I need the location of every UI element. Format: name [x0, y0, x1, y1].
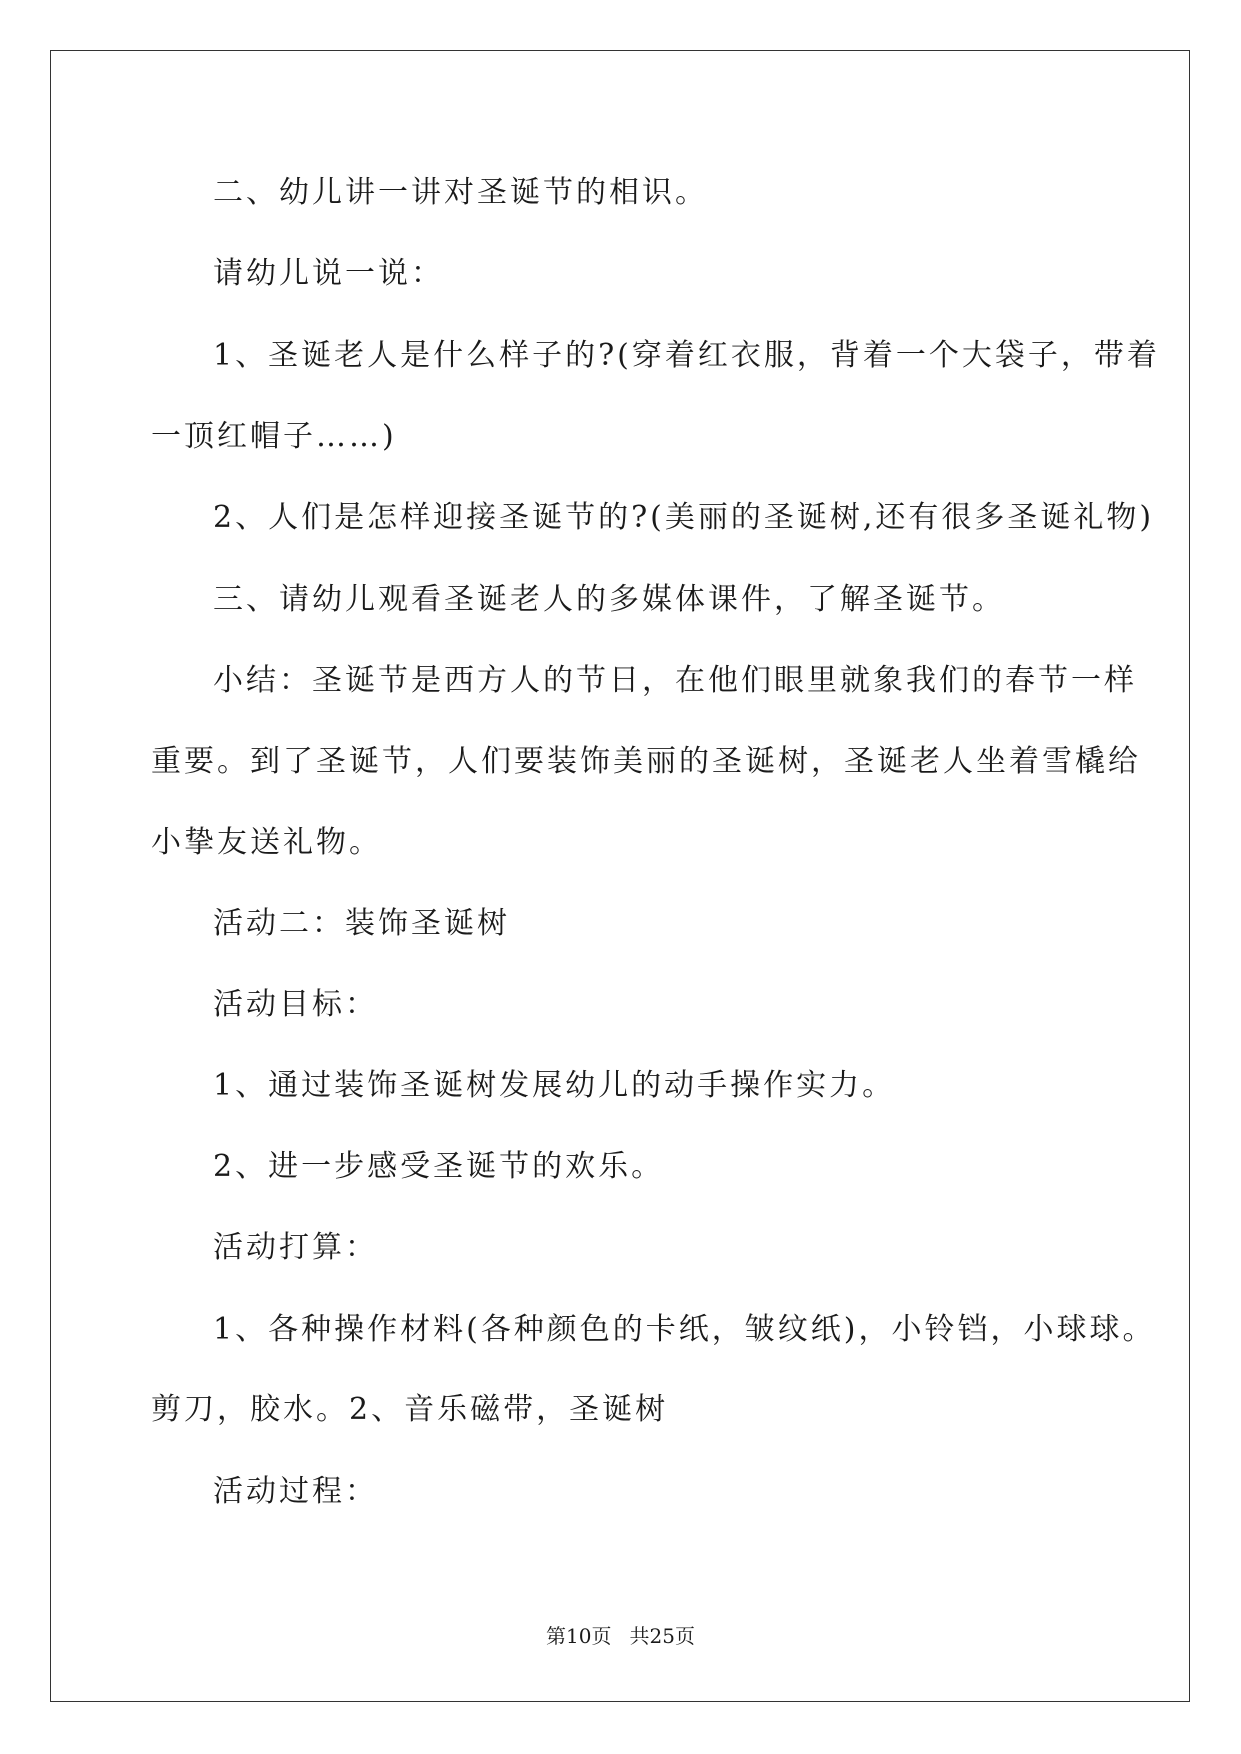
paragraph-line: 小结：圣诞节是西方人的节日，在他们眼里就象我们的春节一样 [213, 663, 1137, 698]
paragraph-line: 一顶红帽子……) [151, 419, 397, 454]
paragraph-line: 活动目标： [213, 987, 378, 1022]
paragraph-line: 1、通过装饰圣诞树发展幼儿的动手操作实力。 [213, 1068, 896, 1103]
paragraph-line: 2、人们是怎样迎接圣诞节的?(美丽的圣诞树,还有很多圣诞礼物) [213, 500, 1155, 535]
paragraph-line: 三、请幼儿观看圣诞老人的多媒体课件，了解圣诞节。 [213, 582, 1005, 617]
page-number: 第10页 [546, 1624, 612, 1648]
paragraph-line: 剪刀，胶水。2、音乐磁带，圣诞树 [151, 1392, 669, 1427]
paragraph-line: 2、进一步感受圣诞节的欢乐。 [213, 1149, 665, 1184]
paragraph-line: 1、各种操作材料(各种颜色的卡纸，皱纹纸)，小铃铛，小球球。 [213, 1312, 1156, 1347]
paragraph-line: 二、幼儿讲一讲对圣诞节的相识。 [213, 175, 708, 210]
page-footer [0, 1622, 1241, 1650]
page-total: 共25页 [629, 1624, 695, 1648]
paragraph-line: 1、圣诞老人是什么样子的?(穿着红衣服，背着一个大袋子，带着 [213, 338, 1160, 373]
paragraph-line: 活动打算： [213, 1230, 378, 1265]
paragraph-line: 重要。到了圣诞节，人们要装饰美丽的圣诞树，圣诞老人坐着雪橇给 [151, 744, 1141, 779]
paragraph-line: 请幼儿说一说： [213, 256, 444, 291]
paragraph-line: 活动过程： [213, 1474, 378, 1509]
paragraph-line: 小挚友送礼物。 [151, 825, 382, 860]
paragraph-line: 活动二：装饰圣诞树 [213, 906, 510, 941]
page-border [50, 50, 1190, 1702]
